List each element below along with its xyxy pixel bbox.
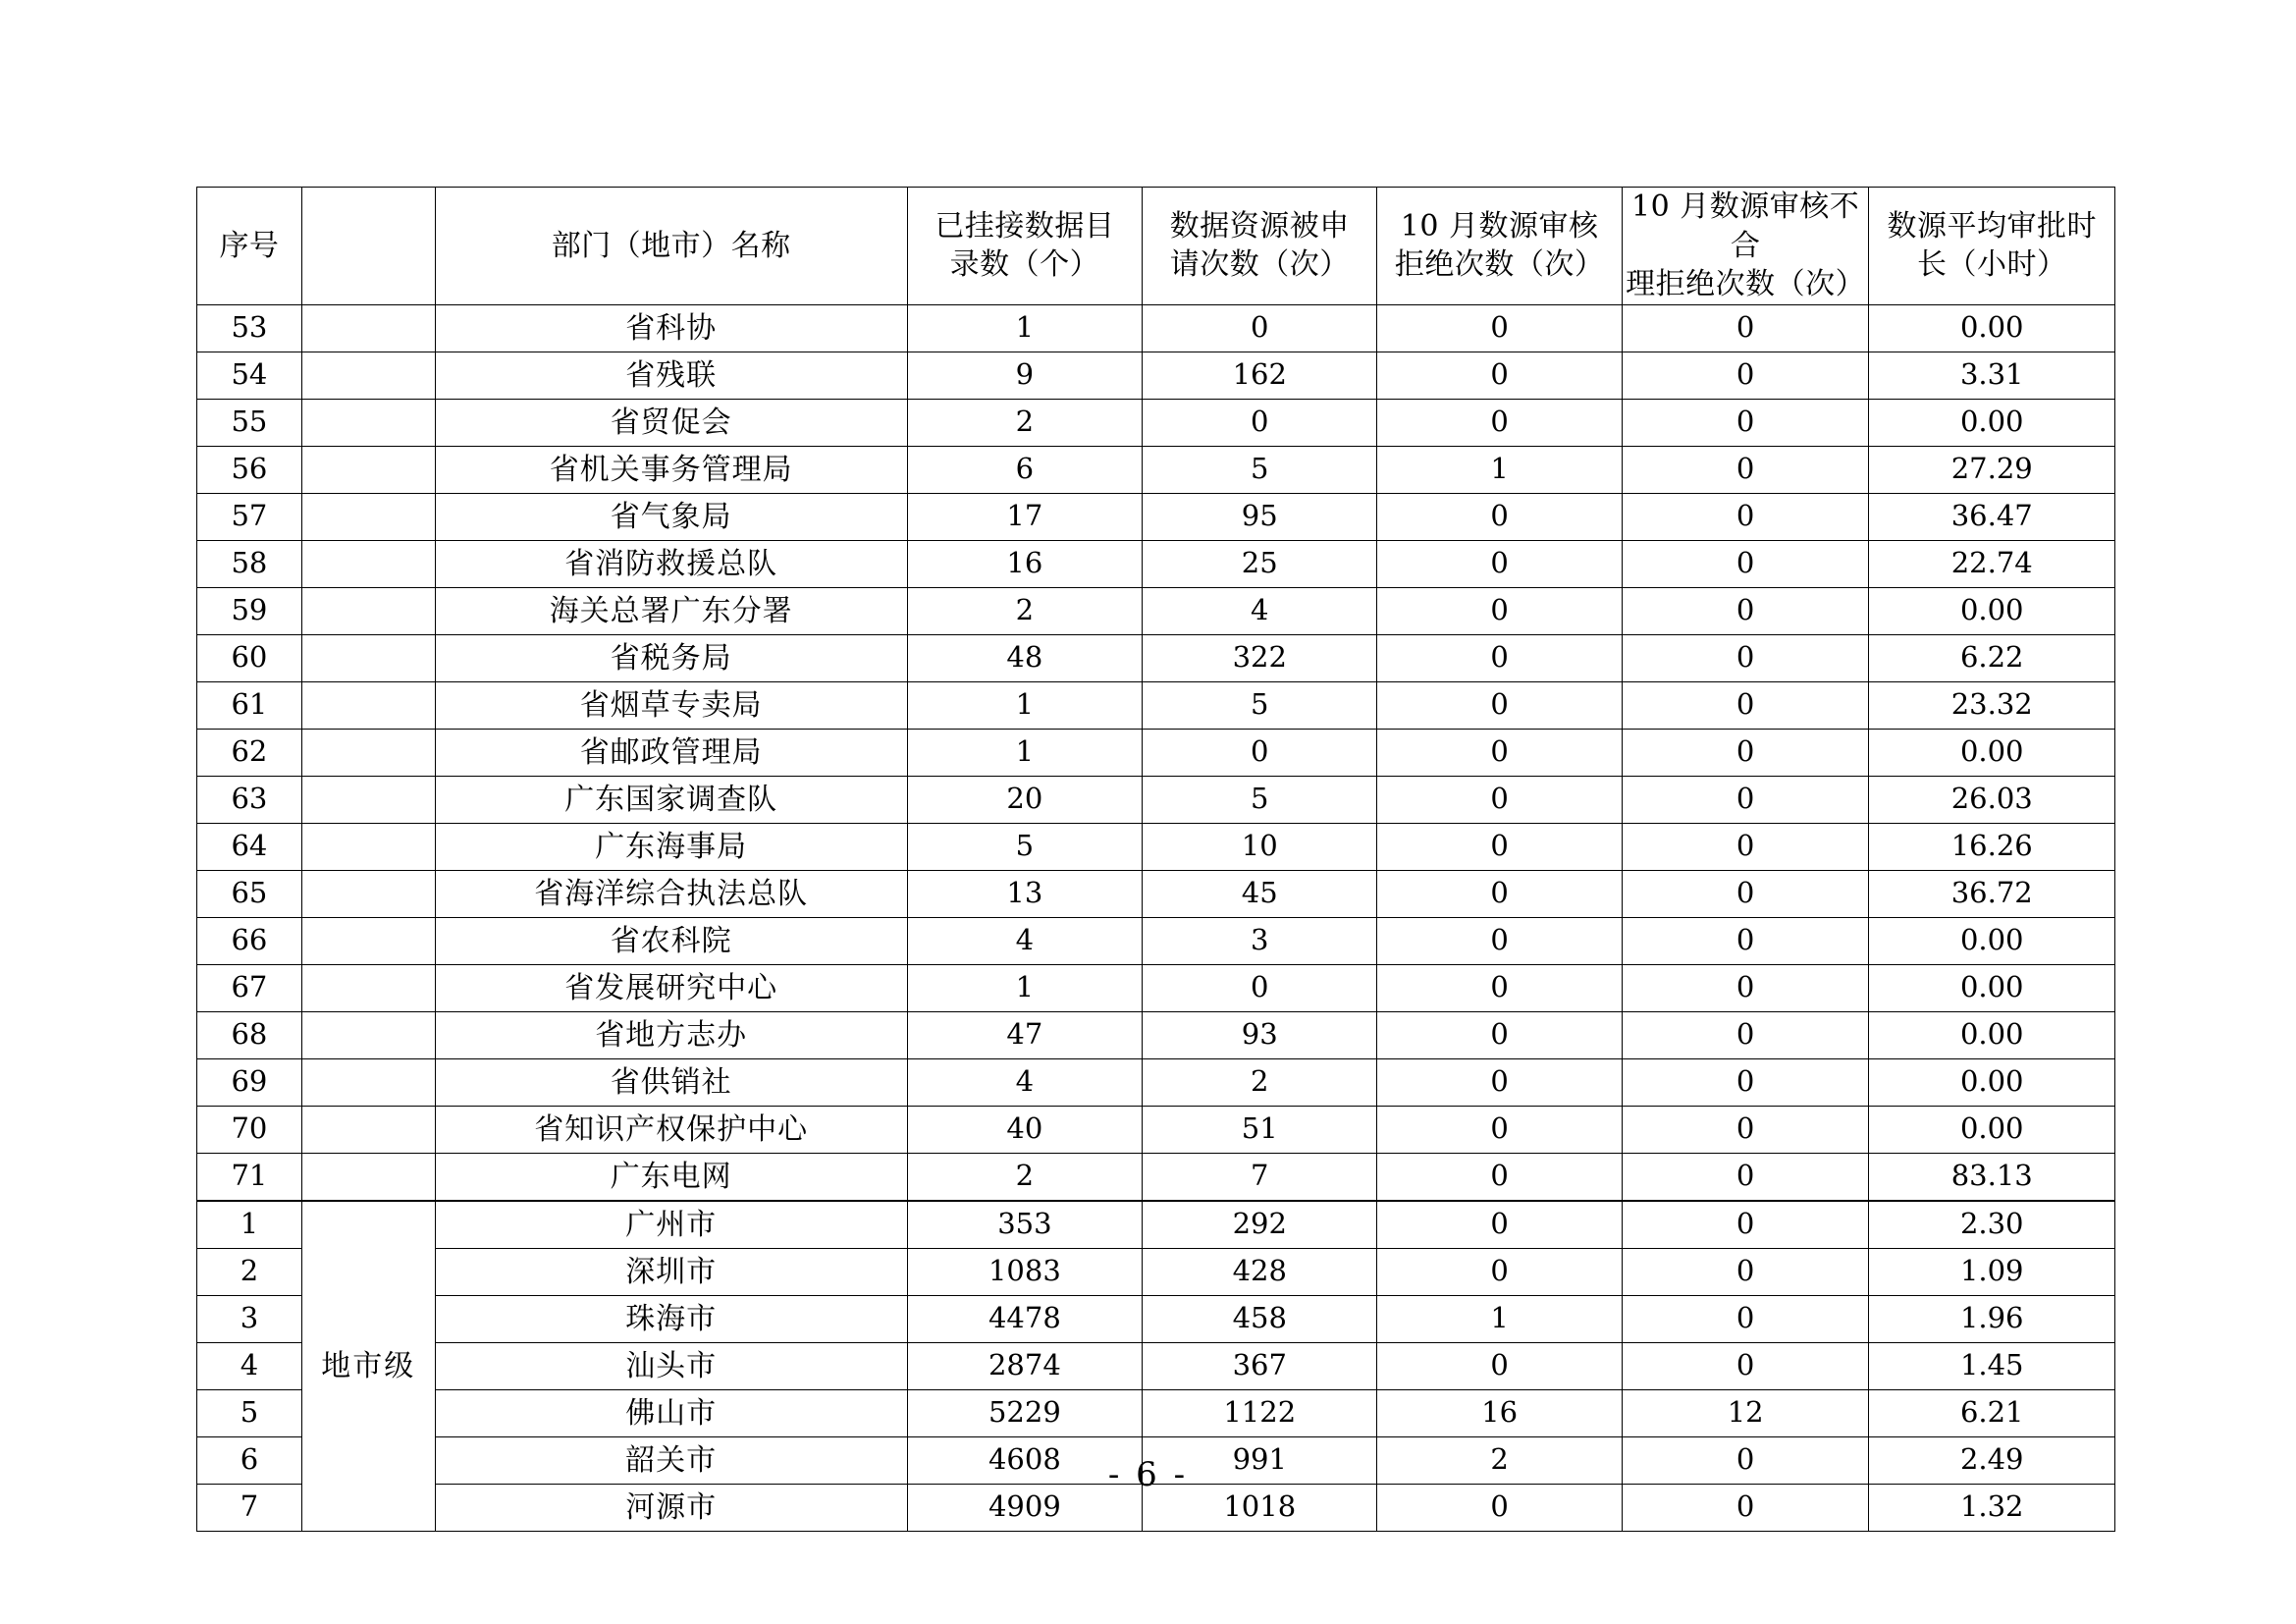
table-row (197, 1011, 2115, 1058)
cell-city-name: 韶关市 (435, 1436, 907, 1484)
table-row (197, 964, 2115, 1011)
cell-reject-count: 0 (1377, 1153, 1622, 1201)
cell-department-name: 省消防救援总队 (435, 540, 907, 587)
cell-department-name: 省机关事务管理局 (435, 446, 907, 493)
cell-level-blank (301, 587, 435, 634)
cell-level-blank (301, 304, 435, 352)
cell-request-count: 10 (1143, 823, 1377, 870)
cell-index: 56 (197, 446, 302, 493)
cell-reject-count: 0 (1377, 1058, 1622, 1106)
table-row (197, 540, 2115, 587)
cell-catalog-count: 353 (907, 1201, 1142, 1249)
cell-request-count: 292 (1143, 1201, 1377, 1249)
cell-request-count: 458 (1143, 1295, 1377, 1342)
cell-unreasonable-reject-count: 0 (1622, 917, 1869, 964)
cell-catalog-count: 4 (907, 1058, 1142, 1106)
cell-catalog-count: 9 (907, 352, 1142, 399)
cell-average-approval-time: 0.00 (1869, 1058, 2115, 1106)
cell-reject-count: 0 (1377, 964, 1622, 1011)
cell-catalog-count: 13 (907, 870, 1142, 917)
cell-city-name: 汕头市 (435, 1342, 907, 1389)
cell-reject-count: 0 (1377, 399, 1622, 446)
header-department-name: 部门（地市）名称 (435, 188, 907, 305)
cell-index: 66 (197, 917, 302, 964)
cell-average-approval-time: 3.31 (1869, 352, 2115, 399)
cell-level-blank (301, 540, 435, 587)
cell-catalog-count: 2 (907, 399, 1142, 446)
header-catalog-count-line2: 录数（个） (949, 247, 1100, 283)
cell-reject-count: 0 (1377, 493, 1622, 540)
cell-request-count: 5 (1143, 776, 1377, 823)
cell-reject-count: 0 (1377, 352, 1622, 399)
cell-unreasonable-reject-count: 12 (1622, 1389, 1869, 1436)
table-header-row (197, 188, 2115, 305)
cell-index: 64 (197, 823, 302, 870)
table-row (197, 399, 2115, 446)
cell-catalog-count: 4608 (907, 1436, 1142, 1484)
cell-city-name: 河源市 (435, 1484, 907, 1531)
cell-unreasonable-reject-count: 0 (1622, 493, 1869, 540)
header-index: 序号 (197, 188, 302, 305)
cell-average-approval-time: 36.72 (1869, 870, 2115, 917)
cell-catalog-count: 1 (907, 964, 1142, 1011)
header-unreasonable-reject-count (1622, 188, 1869, 305)
cell-department-name: 省邮政管理局 (435, 729, 907, 776)
table-row (197, 823, 2115, 870)
cell-catalog-count: 1083 (907, 1248, 1142, 1295)
cell-average-approval-time: 0.00 (1869, 1106, 2115, 1153)
cell-index: 5 (197, 1389, 302, 1436)
cell-reject-count: 0 (1377, 540, 1622, 587)
cell-index: 1 (197, 1201, 302, 1249)
cell-reject-count: 0 (1377, 823, 1622, 870)
cell-average-approval-time: 22.74 (1869, 540, 2115, 587)
cell-department-name: 省税务局 (435, 634, 907, 681)
cell-request-count: 5 (1143, 446, 1377, 493)
cell-reject-count: 0 (1377, 634, 1622, 681)
cell-catalog-count: 2 (907, 587, 1142, 634)
cell-index: 63 (197, 776, 302, 823)
cell-level-blank (301, 1011, 435, 1058)
cell-average-approval-time: 1.32 (1869, 1484, 2115, 1531)
cell-unreasonable-reject-count: 0 (1622, 729, 1869, 776)
cell-average-approval-time: 0.00 (1869, 399, 2115, 446)
table-row (197, 304, 2115, 352)
cell-unreasonable-reject-count: 0 (1622, 681, 1869, 729)
cell-unreasonable-reject-count: 0 (1622, 1106, 1869, 1153)
cell-catalog-count: 4 (907, 917, 1142, 964)
cell-reject-count: 0 (1377, 917, 1622, 964)
cell-catalog-count: 4909 (907, 1484, 1142, 1531)
cell-index: 55 (197, 399, 302, 446)
cell-index: 59 (197, 587, 302, 634)
cell-level-blank (301, 823, 435, 870)
table-row (197, 1389, 2115, 1436)
cell-unreasonable-reject-count: 0 (1622, 1248, 1869, 1295)
cell-unreasonable-reject-count: 0 (1622, 587, 1869, 634)
cell-index: 70 (197, 1106, 302, 1153)
table-row (197, 587, 2115, 634)
cell-unreasonable-reject-count: 0 (1622, 540, 1869, 587)
cell-reject-count: 0 (1377, 304, 1622, 352)
header-reject-count-line2: 拒绝次数（次） (1394, 247, 1605, 283)
cell-level-city: 地市级 (301, 1201, 435, 1532)
cell-department-name: 省农科院 (435, 917, 907, 964)
cell-department-name: 省知识产权保护中心 (435, 1106, 907, 1153)
cell-index: 57 (197, 493, 302, 540)
cell-reject-count: 0 (1377, 776, 1622, 823)
cell-average-approval-time: 23.32 (1869, 681, 2115, 729)
header-unreasonable-reject-line1: 10 月数源审核不合 (1631, 189, 1860, 263)
table-row (197, 729, 2115, 776)
cell-request-count: 51 (1143, 1106, 1377, 1153)
table-row (197, 634, 2115, 681)
cell-reject-count: 0 (1377, 1106, 1622, 1153)
cell-catalog-count: 2 (907, 1153, 1142, 1201)
cell-request-count: 3 (1143, 917, 1377, 964)
cell-index: 67 (197, 964, 302, 1011)
cell-index: 68 (197, 1011, 302, 1058)
cell-catalog-count: 2874 (907, 1342, 1142, 1389)
cell-request-count: 2 (1143, 1058, 1377, 1106)
cell-city-name: 珠海市 (435, 1295, 907, 1342)
cell-request-count: 5 (1143, 681, 1377, 729)
cell-reject-count: 0 (1377, 1484, 1622, 1531)
cell-department-name: 海关总署广东分署 (435, 587, 907, 634)
table-row (197, 1106, 2115, 1153)
cell-index: 60 (197, 634, 302, 681)
cell-reject-count: 0 (1377, 1011, 1622, 1058)
table-body (197, 304, 2115, 1531)
table-row (197, 1058, 2115, 1106)
cell-average-approval-time: 0.00 (1869, 729, 2115, 776)
cell-average-approval-time: 1.96 (1869, 1295, 2115, 1342)
cell-request-count: 428 (1143, 1248, 1377, 1295)
cell-index: 4 (197, 1342, 302, 1389)
cell-level-blank (301, 1106, 435, 1153)
cell-request-count: 7 (1143, 1153, 1377, 1201)
table-row (197, 870, 2115, 917)
table-row (197, 1153, 2115, 1201)
cell-department-name: 省发展研究中心 (435, 964, 907, 1011)
cell-index: 53 (197, 304, 302, 352)
cell-average-approval-time: 0.00 (1869, 1011, 2115, 1058)
cell-department-name: 省烟草专卖局 (435, 681, 907, 729)
cell-request-count: 162 (1143, 352, 1377, 399)
cell-unreasonable-reject-count: 0 (1622, 1011, 1869, 1058)
table-row (197, 493, 2115, 540)
cell-catalog-count: 40 (907, 1106, 1142, 1153)
cell-unreasonable-reject-count: 0 (1622, 352, 1869, 399)
header-unreasonable-reject-line2: 理拒绝次数（次） (1626, 267, 1866, 302)
cell-reject-count: 0 (1377, 729, 1622, 776)
cell-unreasonable-reject-count: 0 (1622, 1342, 1869, 1389)
cell-average-approval-time: 0.00 (1869, 587, 2115, 634)
table-row (197, 776, 2115, 823)
cell-catalog-count: 5 (907, 823, 1142, 870)
cell-index: 71 (197, 1153, 302, 1201)
cell-request-count: 0 (1143, 729, 1377, 776)
cell-unreasonable-reject-count: 0 (1622, 446, 1869, 493)
cell-unreasonable-reject-count: 0 (1622, 964, 1869, 1011)
cell-level-blank (301, 1058, 435, 1106)
cell-department-name: 省供销社 (435, 1058, 907, 1106)
cell-department-name: 省科协 (435, 304, 907, 352)
cell-unreasonable-reject-count: 0 (1622, 776, 1869, 823)
cell-request-count: 4 (1143, 587, 1377, 634)
header-reject-count-line1: 10 月数源审核 (1400, 208, 1599, 244)
cell-index: 65 (197, 870, 302, 917)
cell-index: 69 (197, 1058, 302, 1106)
cell-reject-count: 0 (1377, 681, 1622, 729)
cell-reject-count: 0 (1377, 1248, 1622, 1295)
table-header (197, 188, 2115, 305)
cell-request-count: 991 (1143, 1436, 1377, 1484)
cell-level-blank (301, 352, 435, 399)
page-number: - 6 - (1107, 1455, 1189, 1494)
cell-catalog-count: 4478 (907, 1295, 1142, 1342)
cell-department-name: 省地方志办 (435, 1011, 907, 1058)
cell-level-blank (301, 446, 435, 493)
cell-city-name: 广州市 (435, 1201, 907, 1249)
cell-request-count: 25 (1143, 540, 1377, 587)
cell-average-approval-time: 83.13 (1869, 1153, 2115, 1201)
cell-level-blank (301, 917, 435, 964)
cell-unreasonable-reject-count: 0 (1622, 870, 1869, 917)
header-request-count-line2: 请次数（次） (1169, 247, 1350, 283)
cell-index: 62 (197, 729, 302, 776)
header-request-count-line1: 数据资源被申 (1169, 208, 1350, 244)
table-row (197, 1342, 2115, 1389)
cell-level-blank (301, 681, 435, 729)
cell-catalog-count: 5229 (907, 1389, 1142, 1436)
cell-catalog-count: 1 (907, 681, 1142, 729)
cell-level-blank (301, 399, 435, 446)
cell-level-blank (301, 870, 435, 917)
cell-average-approval-time: 2.49 (1869, 1436, 2115, 1484)
cell-index: 7 (197, 1484, 302, 1531)
cell-unreasonable-reject-count: 0 (1622, 1295, 1869, 1342)
cell-level-blank (301, 1153, 435, 1201)
data-table-container (196, 187, 2115, 1532)
cell-department-name: 广东国家调查队 (435, 776, 907, 823)
table-row (197, 1248, 2115, 1295)
cell-index: 2 (197, 1248, 302, 1295)
header-reject-count (1377, 188, 1622, 305)
cell-request-count: 45 (1143, 870, 1377, 917)
cell-reject-count: 0 (1377, 587, 1622, 634)
cell-catalog-count: 17 (907, 493, 1142, 540)
cell-city-name: 深圳市 (435, 1248, 907, 1295)
cell-catalog-count: 1 (907, 729, 1142, 776)
table-row (197, 352, 2115, 399)
cell-index: 58 (197, 540, 302, 587)
table-row (197, 1295, 2115, 1342)
cell-unreasonable-reject-count: 0 (1622, 399, 1869, 446)
cell-unreasonable-reject-count: 0 (1622, 1201, 1869, 1249)
header-request-count (1143, 188, 1377, 305)
cell-average-approval-time: 1.45 (1869, 1342, 2115, 1389)
cell-unreasonable-reject-count: 0 (1622, 304, 1869, 352)
cell-average-approval-time: 6.22 (1869, 634, 2115, 681)
cell-catalog-count: 6 (907, 446, 1142, 493)
cell-level-blank (301, 729, 435, 776)
header-catalog-count (907, 188, 1142, 305)
cell-average-approval-time: 26.03 (1869, 776, 2115, 823)
cell-catalog-count: 20 (907, 776, 1142, 823)
cell-catalog-count: 48 (907, 634, 1142, 681)
cell-average-approval-time: 1.09 (1869, 1248, 2115, 1295)
cell-request-count: 93 (1143, 1011, 1377, 1058)
cell-level-blank (301, 634, 435, 681)
cell-level-blank (301, 964, 435, 1011)
cell-department-name: 省残联 (435, 352, 907, 399)
cell-average-approval-time: 16.26 (1869, 823, 2115, 870)
cell-department-name: 省海洋综合执法总队 (435, 870, 907, 917)
cell-unreasonable-reject-count: 0 (1622, 1153, 1869, 1201)
cell-catalog-count: 1 (907, 304, 1142, 352)
table-row (197, 1201, 2115, 1249)
cell-reject-count: 0 (1377, 1342, 1622, 1389)
cell-level-blank (301, 493, 435, 540)
cell-request-count: 1018 (1143, 1484, 1377, 1531)
cell-unreasonable-reject-count: 0 (1622, 634, 1869, 681)
cell-unreasonable-reject-count: 0 (1622, 1058, 1869, 1106)
cell-catalog-count: 16 (907, 540, 1142, 587)
cell-index: 3 (197, 1295, 302, 1342)
cell-request-count: 0 (1143, 399, 1377, 446)
cell-reject-count: 1 (1377, 446, 1622, 493)
header-level-blank (301, 188, 435, 305)
cell-average-approval-time: 2.30 (1869, 1201, 2115, 1249)
cell-average-approval-time: 6.21 (1869, 1389, 2115, 1436)
cell-request-count: 322 (1143, 634, 1377, 681)
table-row (197, 681, 2115, 729)
cell-catalog-count: 47 (907, 1011, 1142, 1058)
cell-unreasonable-reject-count: 0 (1622, 1484, 1869, 1531)
cell-index: 61 (197, 681, 302, 729)
cell-unreasonable-reject-count: 0 (1622, 823, 1869, 870)
cell-unreasonable-reject-count: 0 (1622, 1436, 1869, 1484)
department-data-table (196, 187, 2115, 1532)
cell-level-blank (301, 776, 435, 823)
header-average-approval-time (1869, 188, 2115, 305)
cell-average-approval-time: 36.47 (1869, 493, 2115, 540)
cell-index: 6 (197, 1436, 302, 1484)
table-row (197, 917, 2115, 964)
header-catalog-count-line1: 已挂接数据目 (934, 208, 1115, 244)
cell-request-count: 1122 (1143, 1389, 1377, 1436)
header-avg-time-line1: 数源平均审批时 (1887, 208, 2097, 244)
cell-request-count: 0 (1143, 964, 1377, 1011)
cell-reject-count: 1 (1377, 1295, 1622, 1342)
cell-request-count: 95 (1143, 493, 1377, 540)
cell-request-count: 0 (1143, 304, 1377, 352)
cell-reject-count: 2 (1377, 1436, 1622, 1484)
cell-average-approval-time: 0.00 (1869, 304, 2115, 352)
cell-average-approval-time: 0.00 (1869, 964, 2115, 1011)
header-avg-time-line2: 长（小时） (1916, 247, 2067, 283)
cell-department-name: 广东电网 (435, 1153, 907, 1201)
cell-reject-count: 16 (1377, 1389, 1622, 1436)
cell-reject-count: 0 (1377, 870, 1622, 917)
cell-index: 54 (197, 352, 302, 399)
cell-average-approval-time: 27.29 (1869, 446, 2115, 493)
cell-department-name: 省贸促会 (435, 399, 907, 446)
cell-city-name: 佛山市 (435, 1389, 907, 1436)
table-row (197, 446, 2115, 493)
cell-average-approval-time: 0.00 (1869, 917, 2115, 964)
cell-request-count: 367 (1143, 1342, 1377, 1389)
cell-department-name: 广东海事局 (435, 823, 907, 870)
cell-department-name: 省气象局 (435, 493, 907, 540)
cell-reject-count: 0 (1377, 1201, 1622, 1249)
